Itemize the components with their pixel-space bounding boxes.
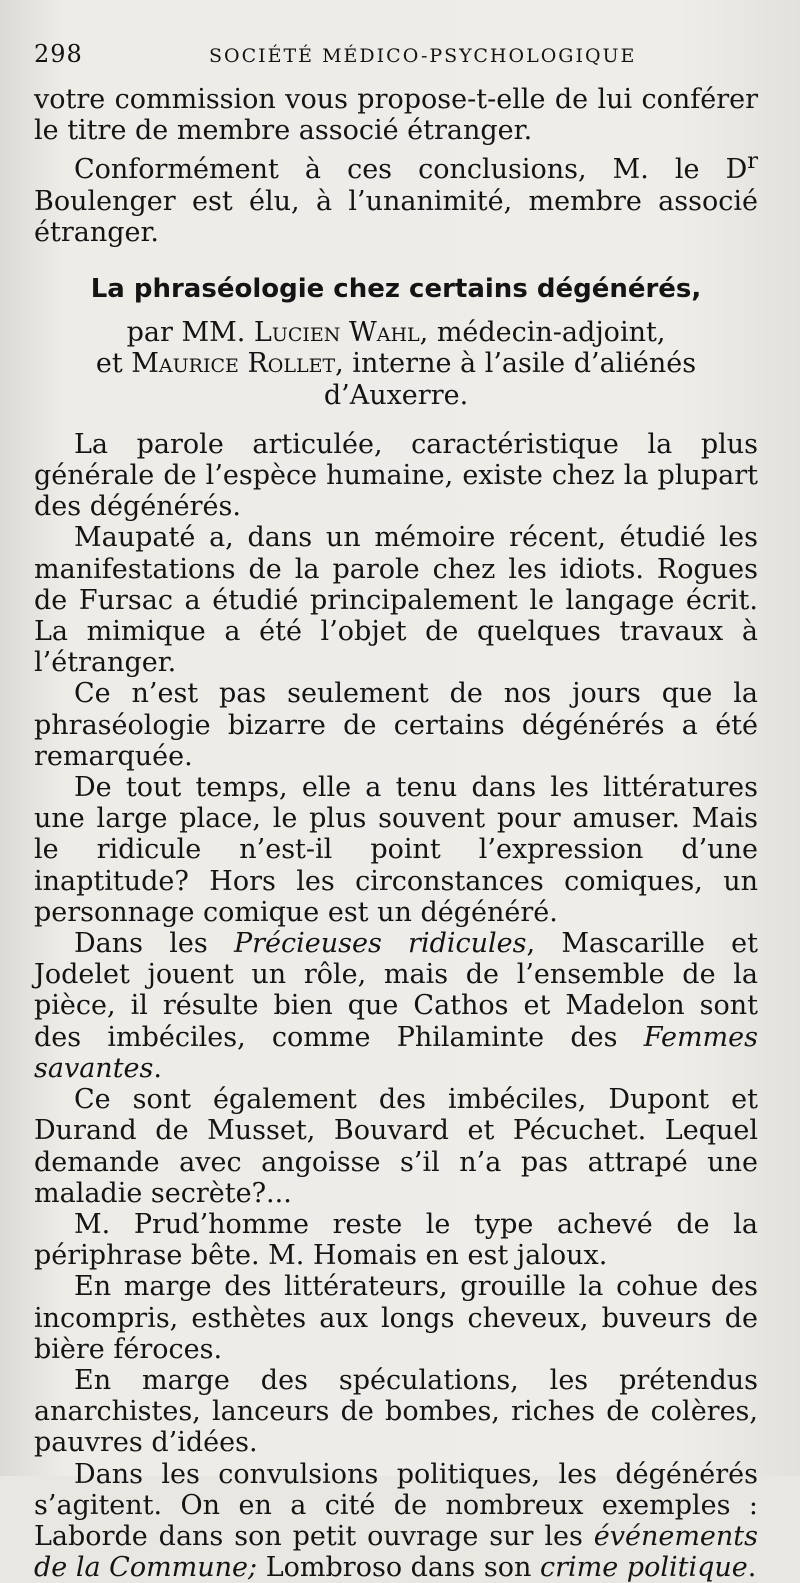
italic-title: crime politique [539,1552,748,1583]
italic-title: événements de la Commune; [34,1520,758,1583]
paragraph: De tout temps, elle a tenu dans les littératures une large place, le plus souvent pour amuser. Mais le ridicule n’est-il point l’expression d’une inaptitude? Hors les circonstances comiques, un personnage comique est un dégénéré. [34,772,758,928]
text: . [747,1552,757,1583]
paragraph [34,146,758,248]
paragraph: La parole articulée, caractéristique la plus générale de l’espèce humaine, existe chez la plupart des dégénérés. [34,428,758,523]
author-name: Lucien Wahl [253,317,420,349]
paragraph: Ce n’est pas seulement de nos jours que la phraséologie bizarre de certains dégénérés a été remarquée. [34,678,758,772]
text: Dans les convulsions politiques, les dégénérés s’agitent. On en a cité de nombreux exemples : Laborde dans son petit ouvrage sur les [34,1458,758,1552]
journal-name: SOCIÉTÉ MÉDICO-PSYCHOLOGIQUE [209,45,637,67]
text: , Mascarille et Jodelet jouent un rôle, mais de l’ensemble de la pièce, il résulte bien que Cathos et Madelon sont des imbéciles, comme Philaminte des [34,928,758,1053]
text: Lombroso dans son [257,1552,540,1583]
paragraph: En marge des littérateurs, grouille la cohue des incompris, esthètes aux longs cheveux, buveurs de bière féroces. [34,1271,758,1365]
author-name: Maurice Rollet [131,348,336,380]
superscript: r [747,148,758,175]
italic-title: Femmes savantes [34,1021,758,1084]
paragraph: votre commission vous propose-t-elle de lui conférer le titre de membre associé étranger. [34,84,758,147]
article-title: La phraséologie chez certains dégénérés, [90,274,702,305]
text: . [153,1052,162,1084]
text: Boulenger est élu, à l’unanimité, membre associé étranger. [34,185,758,248]
page-number: 298 [34,40,83,68]
text: Conformément à ces conclusions, M. le D [74,154,748,186]
running-head [34,40,758,74]
text: et [95,348,132,380]
paragraph: Ce sont également des imbéciles, Dupont et Durand de Musset, Bouvard et Pécuchet. Lequel demande avec angoisse s’il n’a pas attrapé une maladie secrète?... [34,1084,758,1209]
text: , interne à l’asile d’aliénés d’Auxerre. [323,348,697,411]
article-byline [34,317,758,411]
text: , médecin-adjoint, [419,317,666,349]
text: par MM. [126,317,254,349]
paragraph [34,1459,758,1583]
paragraph: Maupaté a, dans un mémoire récent, étudié les manifestations de la parole chez les idiots. Rogues de Fursac a étudié principalement le langage écrit. La mimique a été l’objet de quelques travaux à l’étranger. [34,522,758,679]
italic-title: Précieuses ridicules [233,928,527,960]
paragraph [34,928,758,1084]
text: Dans les [74,928,234,960]
paragraph: M. Prud’homme reste le type achevé de la périphrase bête. M. Homais en est jaloux. [34,1208,758,1272]
paragraph: En marge des spéculations, les prétendus anarchistes, lanceurs de bombes, riches de colères, pauvres d’idées. [34,1364,758,1459]
